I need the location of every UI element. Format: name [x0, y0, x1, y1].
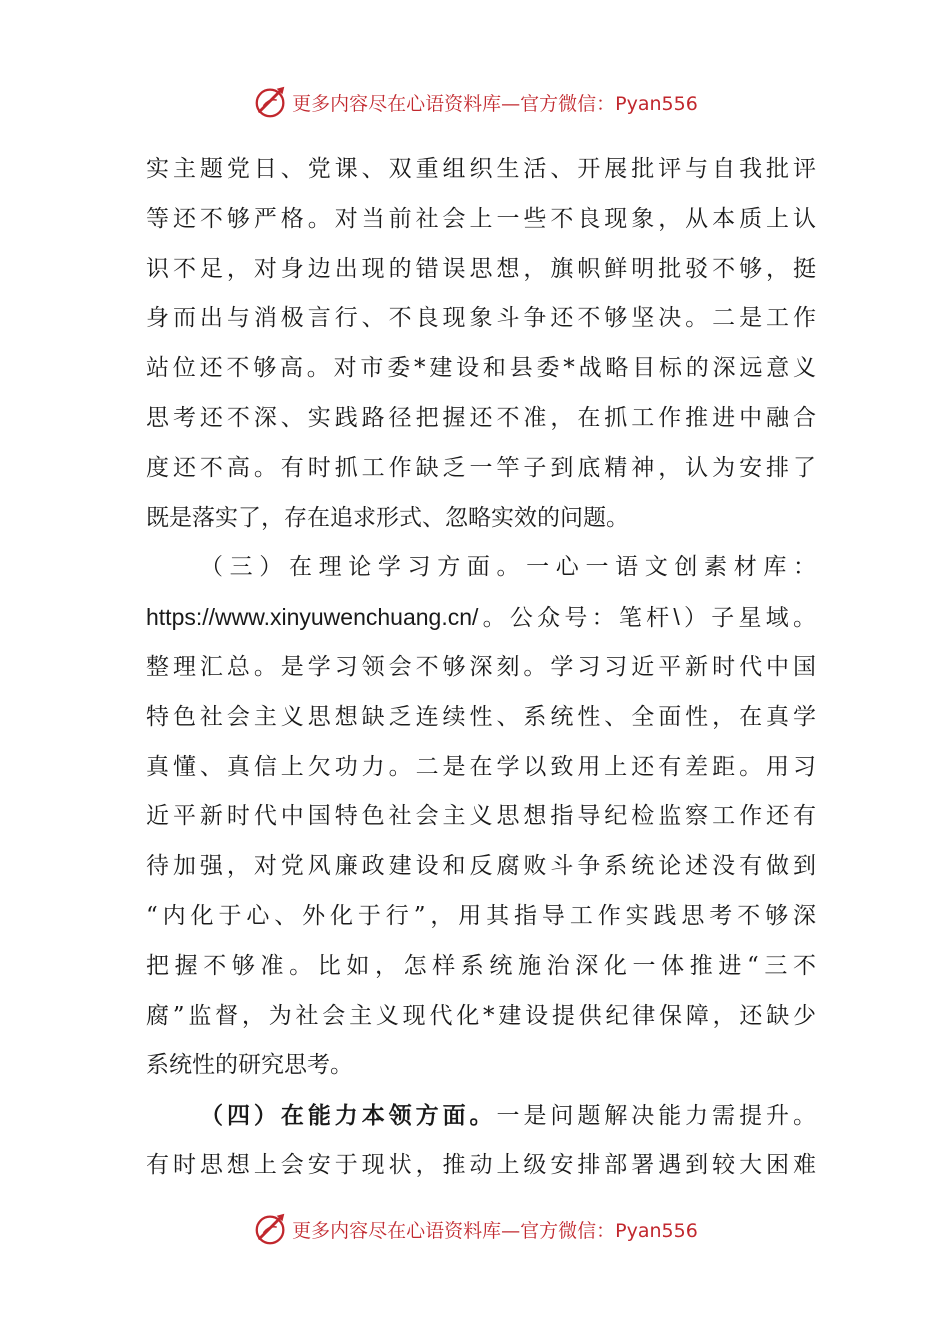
pen-logo-icon: [252, 83, 290, 121]
text-line: 有时思想上会安于现状，推动上级安排部署遇到较大困难: [146, 1151, 816, 1178]
text-line: “内化于心、外化于行”，用其指导工作实践思考不够深: [146, 902, 816, 929]
banner-text: 更多内容尽在心语资料库—官方微信：Pyan556: [292, 92, 698, 115]
text-line: 站位还不够高。对市委*建设和县委*战略目标的深远意义: [146, 355, 816, 382]
text-line: 身而出与消极言行、不良现象斗争还不够坚决。二是工作: [146, 305, 816, 332]
text-line: 思考还不深、实践路径把握还不准，在抓工作推进中融合: [146, 404, 816, 431]
text-line: 度还不高。有时抓工作缺乏一竿子到底精神，认为安排了: [146, 454, 816, 481]
section-heading-3: （三）在理论学习方面。一心一语文创素材库：: [200, 554, 816, 581]
text-line: 系统性的研究思考。: [146, 1052, 353, 1079]
text-line: 近平新时代中国特色社会主义思想指导纪检监察工作还有: [146, 803, 816, 830]
text-line: 特色社会主义思想缺乏连续性、系统性、全面性，在真学: [146, 703, 816, 730]
text-line: 等还不够严格。对当前社会上一些不良现象，从本质上认: [146, 205, 816, 232]
source-url-line: https://www.xinyuwenchuang.cn/。公众号：笔杆\）子星域。: [146, 604, 816, 631]
document-body: [146, 145, 816, 1191]
text-line: 实主题党日、党课、双重组织生活、开展批评与自我批评: [146, 156, 816, 182]
paragraph-3: [146, 1091, 816, 1191]
banner-text: 更多内容尽在心语资料库—官方微信：Pyan556: [292, 1219, 698, 1242]
paragraph-2: [146, 543, 816, 1091]
text-line: 整理汇总。是学习领会不够深刻。学习习近平新时代中国: [146, 653, 816, 680]
header-watermark-banner: [0, 82, 950, 122]
text-line: 把握不够准。比如，怎样系统施治深化一体推进“三不: [146, 952, 816, 979]
text-line: 真懂、真信上欠功力。二是在学以致用上还有差距。用习: [146, 753, 816, 780]
section-heading-4-line: [146, 1091, 816, 1141]
text-span: 一是问题解决能力需提升。: [496, 1103, 816, 1130]
paragraph-1: [146, 145, 816, 543]
text-line: 待加强，对党风廉政建设和反腐败斗争系统论述没有做到: [146, 853, 816, 880]
pen-logo-icon: [252, 1210, 290, 1248]
text-line: 既是落实了，存在追求形式、忽略实效的问题。: [146, 504, 629, 531]
section-heading-4: （四）在能力本领方面。: [200, 1102, 497, 1130]
text-line: 腐”监督，为社会主义现代化*建设提供纪律保障，还缺少: [146, 1002, 816, 1029]
text-line: 识不足，对身边出现的错误思想，旗帜鲜明批驳不够，挺: [146, 255, 816, 282]
footer-watermark-banner: [0, 1209, 950, 1249]
